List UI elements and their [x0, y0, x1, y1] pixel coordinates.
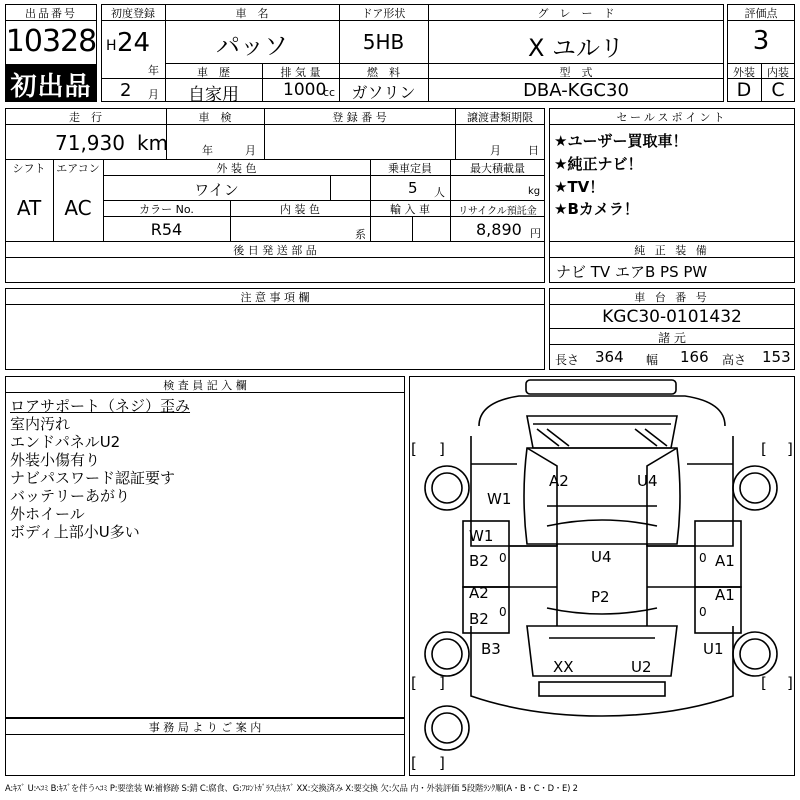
length-value: 364: [595, 348, 624, 366]
model-label: 型 式: [559, 66, 593, 79]
recycle-label: リサイクル預託金: [458, 206, 537, 217]
svg-text:[: [: [411, 440, 417, 458]
equipment-value: ナビ TV エアB PS PW: [556, 263, 708, 281]
inspection-year-unit: 年: [202, 144, 213, 157]
grade: X ユルリ: [527, 34, 625, 62]
svg-text:]: ]: [787, 674, 793, 692]
office-label: 事 務 局 よ り ご 案 内: [148, 721, 262, 734]
mark-b3-quarter: B3: [481, 640, 501, 658]
history-label: 車 歴: [197, 66, 230, 79]
load-label: 最大積載量: [470, 162, 525, 175]
inspector-line-2: 室内汚れ: [10, 415, 71, 433]
recycle-unit: 円: [530, 227, 541, 240]
car-name-label: 車 名: [235, 7, 269, 20]
era-label: H: [106, 38, 117, 54]
displacement-label: 排 気 量: [280, 66, 321, 79]
displacement-unit: cc: [323, 86, 336, 99]
first-reg-label: 初度登録: [111, 7, 155, 20]
sales-points-box: [549, 108, 795, 242]
car-diagram: [409, 376, 795, 776]
ac-label: エアコン: [56, 162, 100, 175]
svg-text:[: [: [761, 674, 767, 692]
load-unit: kg: [528, 186, 541, 197]
inspector-line-5: ナビパスワード認証要す: [10, 469, 176, 487]
later-parts-label: 後 日 発 送 部 品: [233, 244, 317, 257]
equipment-label: 純 正 装 備: [634, 244, 710, 257]
capacity: 5: [408, 179, 418, 197]
svg-text:]: ]: [787, 440, 793, 458]
width-label: 幅: [646, 353, 659, 367]
door-type: 5HB: [362, 30, 405, 54]
svg-text:]: ]: [439, 440, 445, 458]
reg-number-label: 登 録 番 号: [332, 111, 387, 124]
transfer-label: 譲渡書類期限: [467, 111, 533, 124]
mileage-label: 走 行: [69, 111, 102, 124]
inspector-line-1: ロアサポート（ネジ）歪み: [10, 397, 191, 415]
inspector-line-6: バッテリーあがり: [10, 487, 131, 505]
mark-xx-back: XX: [553, 658, 574, 676]
mark-b2-rear-door: B2: [469, 610, 489, 628]
transfer-month-unit: 月: [490, 144, 501, 157]
interior-grade: C: [771, 79, 785, 101]
inspection-month-unit: 月: [245, 144, 256, 157]
first-reg-year: 24: [117, 28, 151, 58]
model: DBA-KGC30: [523, 80, 629, 101]
svg-text:0: 0: [699, 551, 707, 565]
exterior-label: 外装: [733, 66, 755, 79]
mark-w1-door: W1: [469, 527, 494, 545]
first-reg-month: 2: [120, 80, 132, 101]
fuel: ガソリン: [351, 83, 416, 102]
mark-a1-right-door: A1: [715, 552, 735, 570]
sales-point-4: ★Bカメラ！: [554, 200, 639, 218]
recycle-fee: 8,890: [476, 220, 522, 239]
inspector-label: 検 査 員 記 入 欄: [163, 379, 247, 392]
inspector-line-8: ボディ上部小U多い: [10, 523, 140, 541]
score-label: 評価点: [744, 7, 778, 20]
inspector-line-7: 外ホイール: [10, 505, 85, 523]
interior-color-label: 内 装 色: [280, 203, 320, 216]
notes-label: 注 意 事 項 欄: [240, 291, 310, 304]
first-listing-text: 初出品: [10, 72, 92, 102]
spec-label: 諸 元: [658, 331, 686, 345]
sales-point-3: ★TV！: [554, 178, 605, 196]
sales-points-label: セールスポイント: [616, 111, 728, 124]
interior-label: 内装: [767, 66, 789, 79]
mark-a1-right-rear: A1: [715, 586, 735, 604]
lot-label: 出品番号: [25, 7, 77, 20]
inspector-line-3: エンドパネルU2: [10, 433, 121, 451]
shift-label: シフト: [12, 162, 46, 175]
mark-p2-roof: P2: [591, 588, 610, 606]
year-unit: 年: [148, 64, 159, 77]
chassis-number: KGC30-0101432: [602, 307, 742, 327]
mark-u2-back: U2: [631, 658, 652, 676]
fuel-label: 燃 料: [367, 66, 400, 79]
height-label: 高さ: [722, 353, 747, 367]
mark-u4-roof: U4: [591, 548, 612, 566]
inspection-label: 車 検: [198, 111, 232, 124]
sales-point-1: ★ユーザー買取車！: [554, 132, 688, 150]
mileage-unit: km: [137, 131, 169, 155]
mark-u4-hood: U4: [637, 472, 658, 490]
legend: A:ｷｽﾞ U:ﾍｺﾐ B:ｷｽﾞを伴うﾍｺﾐ P:要塗装 W:補修跡 S:錆 C:腐食、G:ﾌﾛﾝﾄｶﾞﾗｽ点ｷｽﾞ XX:交換済み X:要交換 欠:欠品 内・外装評価 5段階ﾗﾝｸ順(A・B・C・D・E) 2: [5, 783, 578, 793]
svg-text:0: 0: [699, 605, 707, 619]
svg-text:0: 0: [499, 551, 507, 565]
mark-a2-hood: A2: [549, 472, 569, 490]
svg-text:[: [: [761, 440, 767, 458]
import-label: 輸 入 車: [390, 203, 430, 216]
mileage: 71,930: [55, 131, 125, 155]
shift: AT: [16, 196, 42, 220]
exterior-color: ワイン: [194, 181, 239, 199]
mark-a2-rear-door: A2: [469, 584, 489, 602]
transfer-day-unit: 日: [528, 144, 539, 157]
ac: AC: [64, 196, 92, 220]
height-value: 153: [762, 348, 791, 366]
lot-number: 10328: [5, 24, 97, 59]
door-label: ドア形状: [361, 7, 406, 20]
sales-point-2: ★純正ナビ！: [554, 155, 643, 173]
month-unit: 月: [148, 88, 159, 101]
svg-text:]: ]: [439, 674, 445, 692]
chassis-label: 車 台 番 号: [634, 291, 710, 304]
interior-color-unit: 系: [355, 228, 366, 241]
inspector-line-4: 外装小傷有り: [10, 451, 101, 469]
capacity-unit: 人: [434, 186, 445, 199]
capacity-label: 乗車定員: [388, 162, 432, 175]
mark-u1-quarter: U1: [703, 640, 724, 658]
exterior-grade: D: [736, 79, 752, 101]
mark-b2-door: B2: [469, 552, 489, 570]
svg-text:[: [: [411, 674, 417, 692]
history: 自家用: [188, 85, 239, 105]
width-value: 166: [680, 348, 709, 366]
color-no-label: カラー No.: [139, 203, 194, 216]
displacement: 1000: [283, 80, 327, 100]
grade-label: グ レ ー ド: [537, 7, 615, 20]
exterior-color-label: 外 装 色: [216, 162, 257, 175]
length-label: 長さ: [555, 353, 580, 367]
mark-w1-fender: W1: [487, 490, 512, 508]
svg-text:[: [: [411, 754, 417, 772]
car-name: パッソ: [216, 32, 288, 60]
svg-text:]: ]: [439, 754, 445, 772]
color-no: R54: [150, 220, 183, 239]
score: 3: [752, 26, 770, 56]
svg-text:0: 0: [499, 605, 507, 619]
